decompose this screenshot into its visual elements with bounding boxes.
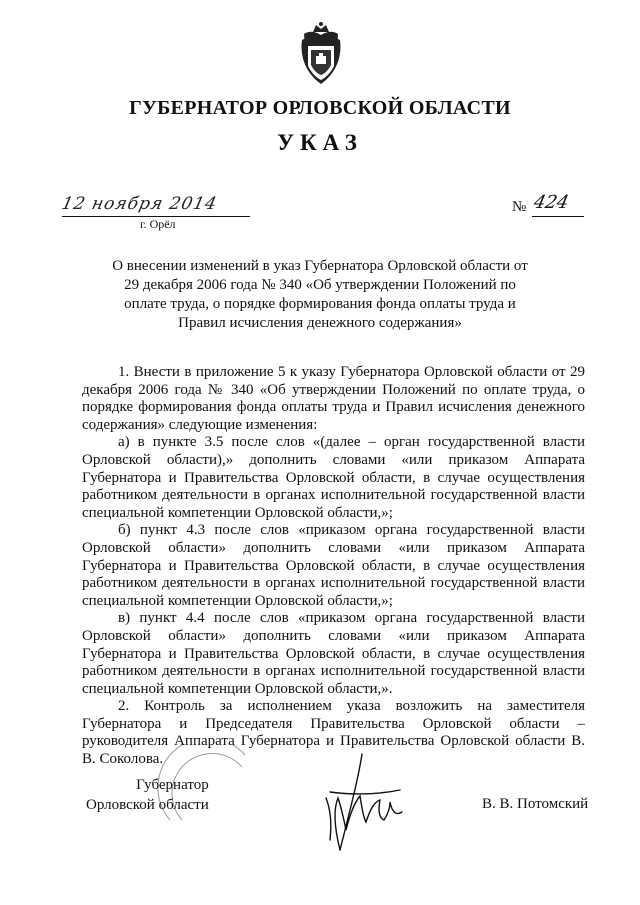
signatory-position <box>86 775 209 815</box>
paragraph-2: 2. Контроль за исполнением указа возложить на заместителя Губернатора и Председателя Правительства Орловской области – руководителя Аппарата Губернатора и Правительства Орловской области В. В. Соколова. <box>82 698 585 768</box>
paragraph-1c: в) пункт 4.4 после слов «приказом органа государственной власти Орловской области» дополнить словами «или приказом Аппарата Губернатора и Правительства Орловской области, в случае осуществления работником деятельности в органах исполнительной государственной власти специальной компетенции Орловской области,». <box>82 610 585 697</box>
paragraph-1a: а) в пункте 3.5 после слов «(далее – орган государственной власти Орловской области),» дополнить словами «или приказом Аппарата Губернатора и Правительства Орловской области, в случае осуществления работником деятельности в органах исполнительной государственной власти специальной компетенции Орловской области,»; <box>82 434 585 521</box>
handwritten-number: 424 <box>531 192 571 213</box>
city-label: г. Орёл <box>140 217 176 231</box>
document-subject: О внесении изменений в указ Губернатора Орловской области от 29 декабря 2006 года № 340 «Об утверждении Положений по оплате труда, о порядке формирования фонда оплаты труда и Правил исчисления денежного содержания» <box>112 258 528 331</box>
signatory-position-line1: Губернатор <box>136 777 209 793</box>
paragraph-1: 1. Внести в приложение 5 к указу Губернатора Орловской области от 29 декабря 2006 года № 340 «Об утверждении Положений по оплате труда, о порядке формирования фонда оплаты труда и Правил исчисления денежного содержания» следующие изменения: <box>82 364 585 433</box>
coat-of-arms-emblem <box>296 20 346 88</box>
signatory-position-line2: Орловской области <box>86 797 209 813</box>
document-type: УКАЗ <box>277 130 363 155</box>
number-underline <box>532 216 584 217</box>
number-sign: № <box>512 199 527 215</box>
signatory-name: В. В. Потомский <box>482 796 589 812</box>
handwritten-date: 12 ноября 2014 <box>59 194 220 214</box>
paragraph-1b: б) пункт 4.3 после слов «приказом органа государственной власти Орловской области» дополнить словами «или приказом Аппарата Губернатора и Правительства Орловской области, в случае осуществления работником деятельности в органах исполнительной государственной власти специальной компетенции Орловской области,»; <box>82 522 585 609</box>
issuing-authority: ГУБЕРНАТОР ОРЛОВСКОЙ ОБЛАСТИ <box>129 97 511 119</box>
handwritten-signature <box>300 750 410 860</box>
document-body <box>82 364 585 769</box>
